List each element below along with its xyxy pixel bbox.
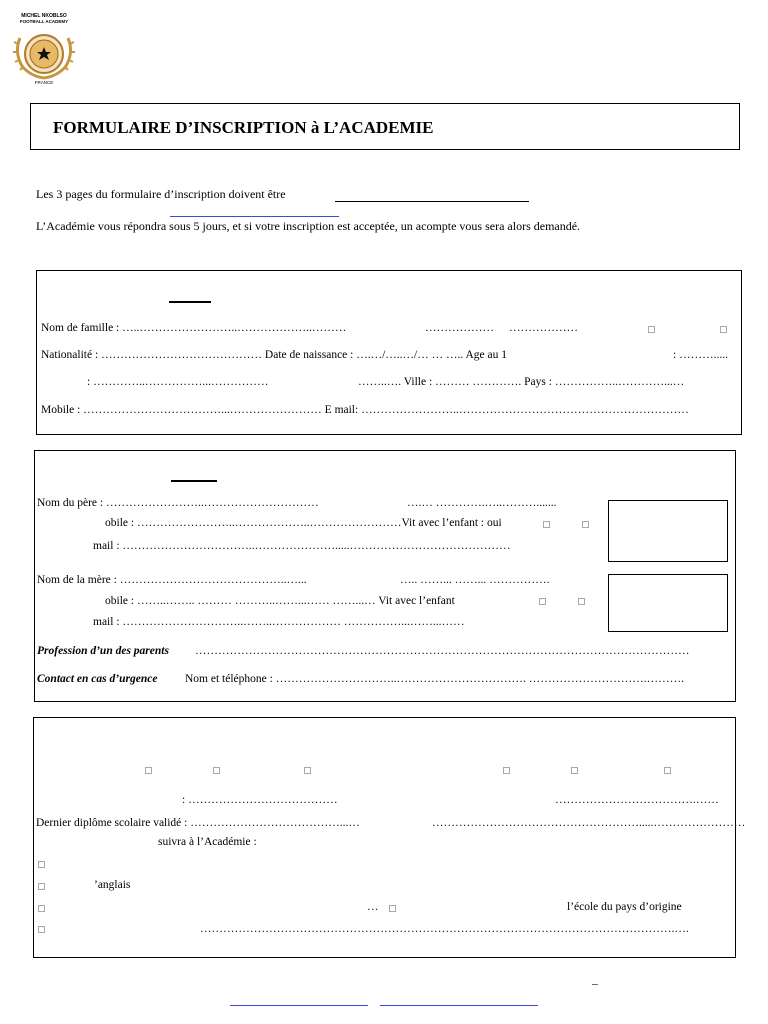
suivra-label: suivra à l’Académie : (158, 836, 257, 848)
second-prenom-field[interactable]: ……………… (509, 322, 578, 334)
ville-pays-field[interactable]: ……..…. Ville : ……… …………. Pays : ……………..…………...… (358, 376, 685, 388)
profession-field[interactable]: ………………………………………………………………………………………………………………… (195, 645, 690, 657)
mere-nom-field[interactable]: Nom de la mère : ……………………………………..…... (37, 574, 307, 586)
pere-prenom-field[interactable]: ….… ………….…..………....... (407, 497, 557, 509)
urgence-field[interactable]: Nom et téléphone : …………………………..……………………………. ………………………….………. (185, 673, 684, 685)
level-checkbox-4[interactable] (503, 767, 510, 774)
adresse-field[interactable]: : …………..……………...…………… (87, 376, 269, 388)
sex-checkbox-2[interactable] (720, 326, 727, 333)
logo-country: FRANCE (34, 80, 54, 85)
level-checkbox-3[interactable] (304, 767, 311, 774)
prenom-field[interactable]: ……………… (425, 322, 494, 334)
profession-label: Profession d’un des parents (37, 645, 169, 657)
section-heading-underline (169, 301, 211, 303)
schooling-option-4-checkbox[interactable] (38, 926, 45, 933)
section-heading-underline (171, 480, 217, 482)
urgence-label: Contact en cas d’urgence (37, 673, 158, 685)
footer-dash: – (592, 978, 598, 990)
logo-text-line2: FOOTBALL ACADEMY (19, 19, 69, 24)
age-field[interactable]: : ………..... (673, 349, 728, 361)
pere-oui-checkbox[interactable] (543, 521, 550, 528)
academy-logo (10, 10, 78, 88)
level-checkbox-2[interactable] (213, 767, 220, 774)
pere-mobile-field[interactable]: obile : ……………………..………………..……………………Vit avec l’enfant : oui (105, 517, 502, 529)
pere-non-checkbox[interactable] (582, 521, 589, 528)
mere-email-field[interactable]: mail : …………………………..……..……………… ……………...……...…… (93, 616, 465, 628)
intro-link-underline[interactable] (170, 216, 339, 217)
school-name-field[interactable]: : ………………………………… (182, 794, 338, 806)
diplome-field[interactable]: Dernier diplôme scolaire validé : …………………………………...… (36, 817, 360, 829)
pere-email-field[interactable]: mail : ……………………………..………………….....…………………………………… (93, 540, 511, 552)
mere-mobile-field[interactable]: obile : ……..…….. ……… ………..……...…… ……...… Vit avec l’enfant (105, 595, 455, 607)
sex-checkbox-1[interactable] (648, 326, 655, 333)
level-checkbox-6[interactable] (664, 767, 671, 774)
pere-nom-field[interactable]: Nom du père : ……………………..………………………… (37, 497, 319, 509)
option-4-field[interactable]: …………………………………………………………………………………………………………….…. (200, 923, 689, 935)
schooling-option-1-checkbox[interactable] (38, 861, 45, 868)
ecole-origine-label: l’école du pays d’origine (567, 901, 682, 913)
school-city-field[interactable]: ……………………………….…… (555, 794, 719, 806)
parents-section (34, 450, 736, 702)
title-box (30, 103, 740, 150)
mere-prenom-field[interactable]: ….. ……... ……... ……………. (400, 574, 550, 586)
mere-photo-box[interactable] (608, 574, 728, 632)
intro-line-2: L’Académie vous répondra sous 5 jours, et si votre inscription est acceptée, un acompte vous sera alors demandé. (36, 219, 581, 233)
option-3-dots: … (367, 901, 379, 913)
schooling-option-3-checkbox[interactable] (38, 905, 45, 912)
school-section (33, 717, 746, 958)
logo-text-line1: MICHEL NKOBLSO (21, 13, 67, 19)
schooling-option-2-checkbox[interactable] (38, 883, 45, 890)
mere-non-checkbox[interactable] (578, 598, 585, 605)
mere-oui-checkbox[interactable] (539, 598, 546, 605)
football-icon (25, 35, 63, 73)
page-title: FORMULAIRE D’INSCRIPTION à L’ACADEMIE (53, 118, 434, 137)
mobile-email-field[interactable]: Mobile : ………………………………...…………………… E mail: ……………………..…………………………………………………… (41, 404, 689, 416)
intro-line-1: Les 3 pages du formulaire d’inscription doivent être (36, 187, 286, 201)
footer-link-1[interactable] (230, 1005, 368, 1006)
intro-blank-line (335, 201, 529, 202)
candidate-section (36, 270, 742, 435)
diplome-year-field[interactable]: ……………………………………………….....…………………… (432, 817, 746, 829)
nom-famille-field[interactable]: Nom de famille : …..……………………..………………..……… (41, 322, 347, 334)
level-checkbox-1[interactable] (145, 767, 152, 774)
ecole-origine-checkbox[interactable] (389, 905, 396, 912)
pere-photo-box[interactable] (608, 500, 728, 562)
anglais-option-label: ’anglais (94, 879, 131, 891)
footer-link-2[interactable] (380, 1005, 538, 1006)
level-checkbox-5[interactable] (571, 767, 578, 774)
nationalite-field[interactable]: Nationalité : …………………………………… Date de naissance : ….…/…..…/… … ….. Age au 1 (41, 349, 508, 361)
